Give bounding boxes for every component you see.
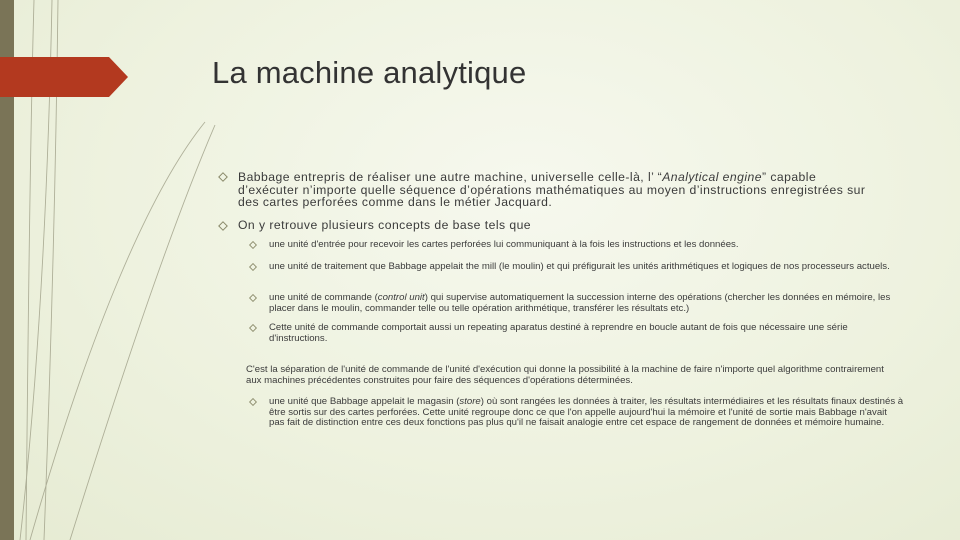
bullet-repeating-apparatus: Cette unité de commande comportait aussi un repeating aparatus destiné à reprendre en boucle autant de fois que nécessaire une série d'instructions. bbox=[269, 322, 848, 344]
diamond-bullet-icon bbox=[249, 263, 257, 271]
diamond-bullet-icon bbox=[218, 221, 228, 231]
bullet-input-unit: une unité d'entrée pour recevoir les cartes perforées lui communiquant à la fois les instructions et les données. bbox=[269, 239, 739, 250]
diamond-bullet-icon bbox=[249, 324, 257, 332]
bullet-concepts: On y retrouve plusieurs concepts de base tels que bbox=[238, 218, 532, 232]
bullet-analytical-engine: Babbage entrepris de réaliser une autre machine, universelle celle-là, l’ “Analytical engine” capable d’exécuter n’importe quelle séquence d’opérations mathématiques au moyen d’instructions enregistrées sur des cartes perforées comme dans le métier Jacquard. bbox=[238, 170, 866, 210]
diamond-bullet-icon bbox=[249, 241, 257, 249]
decor-curve-4 bbox=[70, 125, 215, 540]
title-accent-tab bbox=[0, 57, 128, 97]
decor-curve-3 bbox=[30, 122, 205, 540]
diamond-bullet-icon bbox=[249, 398, 257, 406]
separation-paragraph: C'est la séparation de l'unité de commande de l'unité d'exécution qui donne la possibilité à la machine de faire n'importe quel algorithme contrairement aux machines précédentes construites pour faire des séquences d'opérations déterminées. bbox=[246, 364, 884, 386]
diamond-bullet-icon bbox=[249, 294, 257, 302]
bullet-processing-unit: une unité de traitement que Babbage appelait the mill (le moulin) et qui préfigurait les unités arithmétiques et logiques de nos processeurs actuels. bbox=[269, 261, 890, 272]
slide-title: La machine analytique bbox=[212, 55, 527, 90]
bullet-store-unit: une unité que Babbage appelait le magasin (store) où sont rangées les données à traiter, les résultats intermédiaires et les résultats finaux destinés à être sortis sur des cartes perforées. Cette unité regroupe donc ce que l'on appelle aujourd'hui la mémoire et l'unité de sortie mais Babbage n'avait pas fait de distinction entre ces deux fonctions pas plus qu'il ne faisait analogie entre cet espace de rangement de données et mémoire humaine. bbox=[269, 396, 904, 429]
diamond-bullet-icon bbox=[218, 172, 228, 182]
bullet-control-unit: une unité de commande (control unit) qui supervise automatiquement la succession interne des opérations (chercher les données en mémoire, les placer dans le moulin, commander telle ou telle opération arithmétique, transférer les résultats etc.) bbox=[269, 292, 891, 314]
